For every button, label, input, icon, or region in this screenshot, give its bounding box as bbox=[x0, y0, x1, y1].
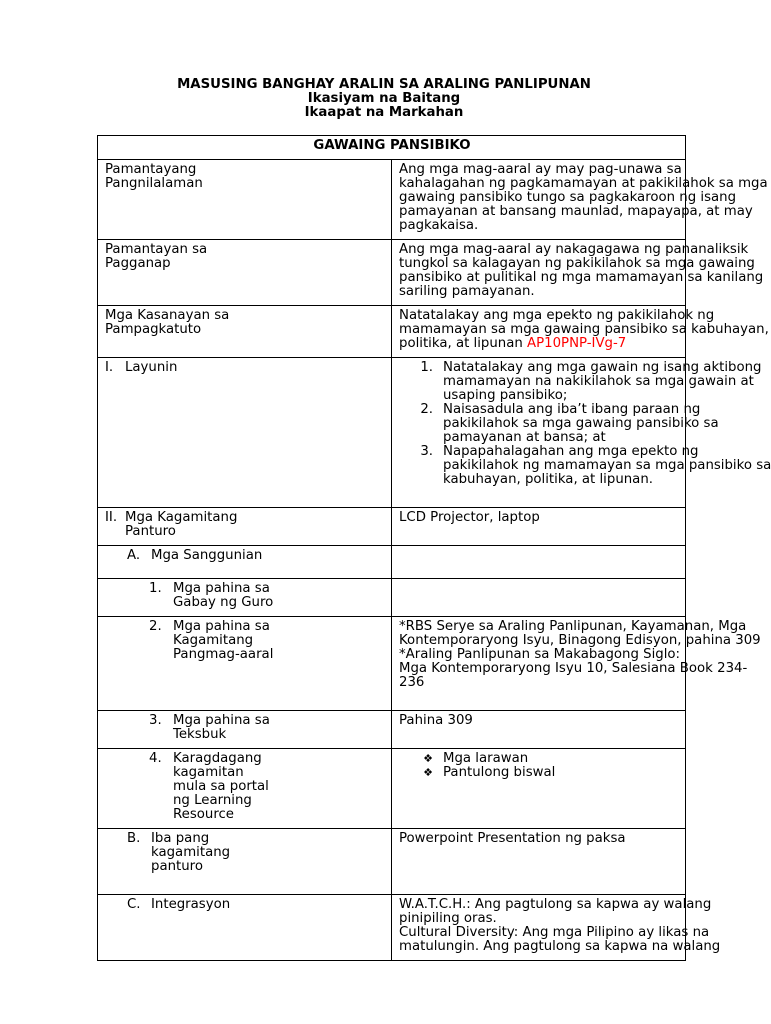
list-item: ❖ Mga larawan bbox=[399, 752, 679, 766]
lesson-plan-table bbox=[97, 135, 771, 961]
diamond-bullet-icon: ❖ bbox=[423, 766, 433, 779]
row-value: Ang mga mag-aaral ay nakagagawa ng pananaliksik tungkol sa kalagayan ng pakikilahok sa mga gawaing pansibiko at pulitikal ng mga mamamayan sa kanilang sariling pamayanan. bbox=[392, 240, 686, 306]
row-value bbox=[392, 749, 686, 829]
row-label: Mga Kasanayan sa Pampagkatuto bbox=[98, 306, 392, 358]
list-item: 2. Naisasadula ang iba’t ibang paraan ng pakikilahok sa mga gawaing pansibiko sa pamayanan at bansa; at bbox=[420, 402, 719, 445]
row-karagdagang-kagamitan bbox=[98, 749, 686, 829]
row-label: C. Integrasyon bbox=[98, 895, 392, 961]
row-integrasyon bbox=[98, 895, 686, 961]
row-sanggunian bbox=[98, 546, 686, 579]
row-gabay-ng-guro bbox=[98, 579, 686, 617]
row-kasanayan bbox=[98, 306, 686, 358]
grade-level: Ikasiyam na Baitang bbox=[307, 91, 461, 106]
row-value: *RBS Serye sa Araling Panlipunan, Kayamanan, Mga Kontemporaryong Isyu, Binagong Edisyon, pahina 309 *Araling Panlipunan sa Makabagong Siglo: Mga Kontemporaryong Isyu 10, Salesiana Book 234- 236 bbox=[392, 617, 686, 711]
row-value: Powerpoint Presentation ng paksa bbox=[392, 829, 686, 895]
row-label: Pamantayan sa Pagganap bbox=[98, 240, 392, 306]
resource-bullets bbox=[399, 752, 679, 780]
row-kagamitang-pangmag-aaral bbox=[98, 617, 686, 711]
row-label: 3. Mga pahina sa Teksbuk bbox=[98, 711, 392, 749]
row-value: W.A.T.C.H.: Ang pagtulong sa kapwa ay walang pinipiling oras. Cultural Diversity: Ang mga Pilipino ay likas na matulungin. Ang pagtulong sa kapwa na walang bbox=[392, 895, 686, 961]
document-title: MASUSING BANGHAY ARALIN SA ARALING PANLIPUNAN bbox=[177, 77, 591, 92]
row-label: B. Iba pang kagamitang panturo bbox=[98, 829, 392, 895]
quarter: Ikaapat na Markahan bbox=[304, 105, 464, 120]
document-header bbox=[0, 78, 768, 120]
objectives-cell bbox=[392, 358, 771, 508]
row-kagamitang-panturo bbox=[98, 508, 686, 546]
list-item: 3. Napapahalagahan ang mga epekto ng pakikilahok ng mamamayan sa mga pansibiko sa kabuhayan, politika, at lipunan. bbox=[420, 444, 771, 487]
row-value bbox=[392, 579, 686, 617]
row-value bbox=[392, 546, 686, 579]
row-label: 2. Mga pahina sa Kagamitang Pangmag-aaral bbox=[98, 617, 392, 711]
row-teksbuk bbox=[98, 711, 686, 749]
row-layunin bbox=[98, 358, 686, 508]
row-value: Natatalakay ang mga epekto ng pakikilahok ng mamamayan sa mga gawaing pansibiko sa kabuhayan, politika, at lipunan AP10PNP-IVg-7 bbox=[392, 306, 686, 358]
row-pamantayan-sa-pagganap bbox=[98, 240, 686, 306]
row-label: 1. Mga pahina sa Gabay ng Guro bbox=[98, 579, 392, 617]
list-item: ❖ Pantulong biswal bbox=[399, 766, 679, 780]
row-iba-pang-kagamitan bbox=[98, 829, 686, 895]
competency-code: AP10PNP-IVg-7 bbox=[527, 336, 627, 351]
row-label: Pamantayang Pangnilalaman bbox=[98, 160, 392, 240]
diamond-bullet-icon: ❖ bbox=[423, 752, 433, 765]
objectives-list bbox=[399, 360, 771, 487]
list-item: 1. Natatalakay ang mga gawain ng isang aktibong mamamayan na nakikilahok sa mga gawain at usaping pansibiko; bbox=[420, 360, 762, 403]
row-pamantayang-pangnilalaman bbox=[98, 160, 686, 240]
row-label: I. Layunin bbox=[98, 358, 392, 508]
row-label: 4. Karagdagang kagamitan mula sa portal ng Learning Resource bbox=[98, 749, 392, 829]
row-value: Pahina 309 bbox=[392, 711, 686, 749]
table-title: GAWAING PANSIBIKO bbox=[98, 136, 686, 160]
row-label: II. Mga Kagamitang Panturo bbox=[98, 508, 392, 546]
row-label: A. Mga Sanggunian bbox=[98, 546, 392, 579]
row-value: LCD Projector, laptop bbox=[392, 508, 686, 546]
row-value: Ang mga mag-aaral ay may pag-unawa sa kahalagahan ng pagkamamayan at pakikilahok sa mga gawaing pansibiko tungo sa pagkakaroon ng isang pamayanan at bansang maunlad, mapayapa, at may pagkakaisa. bbox=[392, 160, 686, 240]
table-title-row bbox=[98, 136, 686, 160]
